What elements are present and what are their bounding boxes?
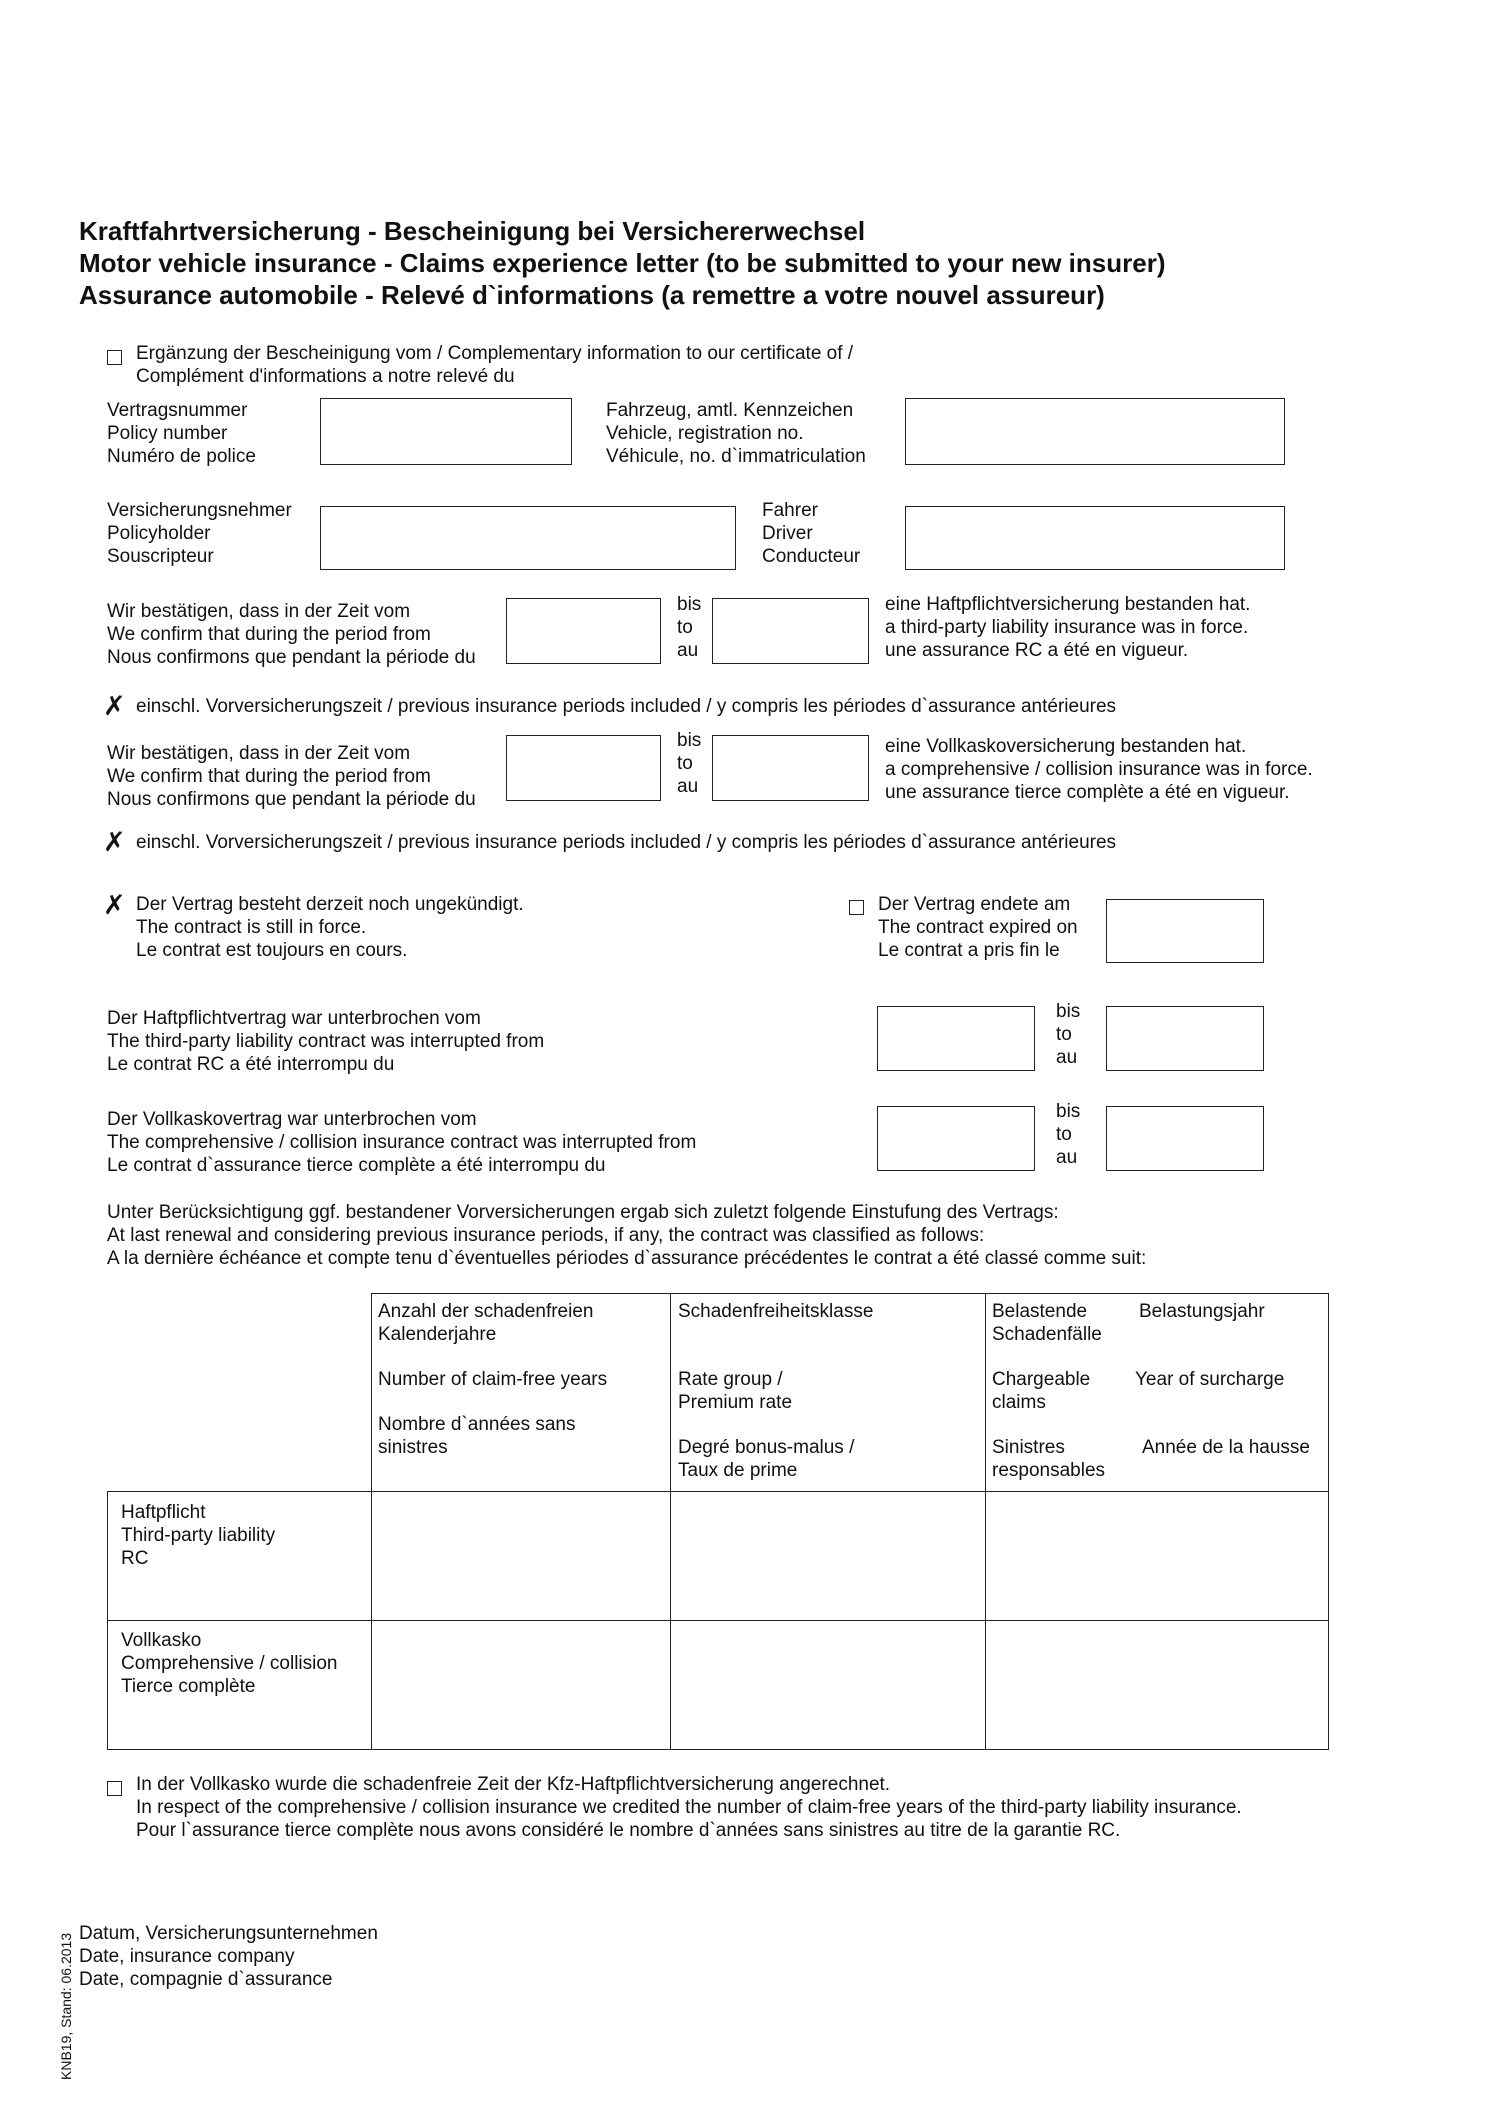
title-en: Motor vehicle insurance - Claims experience letter (to be submitted to your new insurer): [79, 248, 1166, 278]
contract-expired-date-field[interactable]: [1106, 899, 1264, 963]
registration-field[interactable]: [905, 398, 1285, 465]
collision-claim-free-years-cell[interactable]: [373, 1622, 669, 1748]
driver-label: Fahrer Driver Conducteur: [762, 500, 861, 567]
liability-in-force-text: eine Haftpflichtversicherung bestanden hat. a third-party liability insurance was in force. une assurance RC a été en vigueur.: [885, 594, 1251, 661]
collision-interrupted-from-field[interactable]: [877, 1106, 1035, 1171]
classification-text: Unter Berücksichtigung ggf. bestandener Vorversicherungen ergab sich zuletzt folgende Einstufung des Vertrags: At last renewal and considering previous insurance periods, if any, the contract was classified as follows: A la dernière échéance et compte tenu d`éventuelles périodes d`assurance précédentes le contrat a été classé comme suit:: [107, 1202, 1147, 1269]
form-id: KNB19, Stand: 06.2013: [58, 1932, 74, 2080]
collision-interrupted-to-field[interactable]: [1106, 1106, 1264, 1171]
signature-label: Datum, Versicherungsunternehmen Date, insurance company Date, compagnie d`assurance: [79, 1923, 378, 1990]
policy-number-label: Vertragsnummer Policy number Numéro de police: [107, 400, 256, 467]
supplement-label: Ergänzung der Bescheinigung vom / Complementary information to our certificate of / Complément d'informations a notre relevé du: [136, 343, 854, 387]
driver-field[interactable]: [905, 506, 1285, 570]
table-row-divider: [107, 1620, 1329, 1621]
previous-periods-checkbox-collision[interactable]: ✗: [103, 827, 126, 858]
collision-interrupted-until-label: bis to au: [1056, 1101, 1081, 1168]
contract-expired-checkbox[interactable]: [849, 900, 864, 915]
policyholder-label: Versicherungsnehmer Policyholder Souscripteur: [107, 500, 292, 567]
collision-period-to-field[interactable]: [712, 735, 869, 801]
col-claim-free-years-header: Anzahl der schadenfreien Kalenderjahre Number of claim-free years Nombre d`années sans sinistres: [378, 1301, 608, 1458]
collision-rate-group-cell[interactable]: [672, 1622, 984, 1748]
title-fr: Assurance automobile - Relevé d`informations (a remettre a votre nouvel assureur): [79, 280, 1105, 310]
liability-rate-group-cell[interactable]: [672, 1493, 984, 1619]
table-col-divider-2: [670, 1491, 671, 1750]
liability-interrupted-from-field[interactable]: [877, 1006, 1035, 1071]
collision-period-label: Wir bestätigen, dass in der Zeit vom We confirm that during the period from Nous confirmons que pendant la période du: [107, 743, 476, 810]
liability-period-until-label: bis to au: [677, 594, 702, 661]
liability-period-from-field[interactable]: [506, 598, 661, 664]
table-col-divider-1: [371, 1491, 372, 1750]
liability-chargeable-claims-cell[interactable]: [987, 1493, 1327, 1619]
policy-number-field[interactable]: [320, 398, 572, 465]
vehicle-label: Fahrzeug, amtl. Kennzeichen Vehicle, registration no. Véhicule, no. d`immatriculation: [606, 400, 866, 467]
previous-periods-label-collision: einschl. Vorversicherungszeit / previous insurance periods included / y compris les périodes d`assurance antérieures: [136, 832, 1117, 853]
col-rate-group-header: Schadenfreiheitsklasse Rate group / Premium rate Degré bonus-malus / Taux de prime: [678, 1301, 874, 1481]
policyholder-field[interactable]: [320, 506, 736, 570]
previous-periods-label-liability: einschl. Vorversicherungszeit / previous insurance periods included / y compris les périodes d`assurance antérieures: [136, 696, 1117, 717]
collision-period-from-field[interactable]: [506, 735, 661, 801]
collision-period-until-label: bis to au: [677, 730, 702, 797]
credited-checkbox[interactable]: [107, 1781, 122, 1796]
row-liability-label: Haftpflicht Third-party liability RC: [121, 1502, 276, 1569]
col-year-of-surcharge-header-fr: Année de la hausse: [1142, 1437, 1310, 1458]
liability-period-to-field[interactable]: [712, 598, 869, 664]
liability-interrupted-to-field[interactable]: [1106, 1006, 1264, 1071]
col-year-of-surcharge-header-en: Year of surcharge: [1135, 1369, 1285, 1390]
row-collision-label: Vollkasko Comprehensive / collision Tierce complète: [121, 1630, 338, 1697]
title-de: Kraftfahrtversicherung - Bescheinigung bei Versichererwechsel: [79, 216, 866, 246]
previous-periods-checkbox-liability[interactable]: ✗: [103, 691, 126, 722]
liability-interrupted-label: Der Haftpflichtvertrag war unterbrochen vom The third-party liability contract was interrupted from Le contrat RC a été interrompu du: [107, 1008, 545, 1075]
collision-interrupted-label: Der Vollkaskovertrag war unterbrochen vom The comprehensive / collision insurance contract was interrupted from Le contrat d`assurance tierce complète a été interrompu du: [107, 1109, 697, 1176]
col-year-of-surcharge-header-de: Belastungsjahr: [1139, 1301, 1265, 1322]
contract-in-force-checkbox[interactable]: ✗: [103, 890, 126, 921]
collision-in-force-text: eine Vollkaskoversicherung bestanden hat. a comprehensive / collision insurance was in force. une assurance tierce complète a été en vigueur.: [885, 736, 1313, 803]
liability-period-label: Wir bestätigen, dass in der Zeit vom We confirm that during the period from Nous confirmons que pendant la période du: [107, 601, 476, 668]
form-title: [79, 215, 1165, 311]
col-chargeable-claims-header: Belastende Schadenfälle Chargeable claims Sinistres responsables: [992, 1301, 1106, 1481]
contract-in-force-label: Der Vertrag besteht derzeit noch ungekündigt. The contract is still in force. Le contrat est toujours en cours.: [136, 894, 524, 961]
supplement-checkbox[interactable]: [107, 350, 122, 365]
credited-label: In der Vollkasko wurde die schadenfreie Zeit der Kfz-Haftpflichtversicherung angerechnet. In respect of the comprehensive / collision insurance we credited the number of claim-free years of the third-party liability insurance. Pour l`assurance tierce complète nous avons considéré le nombre d`années sans sinistres au titre de la garantie RC.: [136, 1774, 1242, 1841]
liability-interrupted-until-label: bis to au: [1056, 1001, 1081, 1068]
collision-chargeable-claims-cell[interactable]: [987, 1622, 1327, 1748]
table-col-divider-3: [985, 1491, 986, 1750]
contract-expired-label: Der Vertrag endete am The contract expired on Le contrat a pris fin le: [878, 894, 1078, 961]
liability-claim-free-years-cell[interactable]: [373, 1493, 669, 1619]
